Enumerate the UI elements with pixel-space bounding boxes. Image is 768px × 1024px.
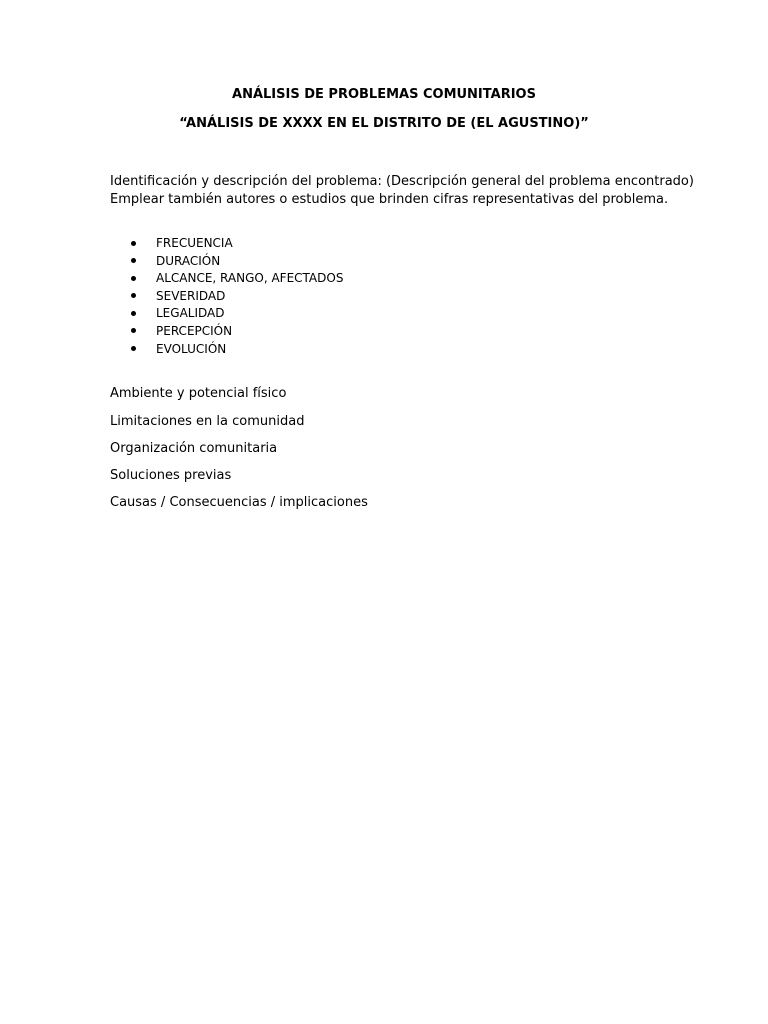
bullet-list (110, 235, 343, 358)
bullet-item (110, 323, 343, 341)
bullet-label: PERCEPCIÓN (156, 323, 233, 338)
bullet-label: SEVERIDAD (156, 288, 226, 303)
section-heading: Ambiente y potencial físico (110, 386, 287, 401)
section-heading: Organización comunitaria (110, 441, 278, 456)
bullet-item (110, 235, 343, 253)
document-title: ANÁLISIS DE PROBLEMAS COMUNITARIOS (232, 87, 536, 102)
intro-line: Emplear también autores o estudios que brinden cifras representativas del problema. (110, 191, 669, 207)
bullet-icon (131, 258, 136, 263)
bullet-icon (131, 311, 136, 316)
bullet-label: DURACIÓN (156, 253, 221, 268)
intro-line: Identificación y descripción del problema: (Descripción general del problema encontrado) (110, 174, 694, 189)
bullet-icon (131, 276, 136, 281)
bullet-item (110, 288, 343, 306)
bullet-icon (131, 241, 136, 246)
section-heading: Limitaciones en la comunidad (110, 413, 305, 429)
bullet-item (110, 305, 343, 323)
bullet-item (110, 341, 343, 359)
bullet-label: ALCANCE, RANGO, AFECTADOS (156, 271, 344, 286)
bullet-icon (131, 293, 136, 298)
bullet-icon (131, 346, 136, 351)
bullet-item (110, 253, 343, 271)
bullet-label: FRECUENCIA (156, 236, 233, 250)
bullet-icon (131, 328, 136, 333)
bullet-item (110, 270, 343, 288)
bullet-label: EVOLUCIÓN (156, 341, 227, 356)
document-subtitle: “ANÁLISIS DE XXXX EN EL DISTRITO DE (EL AGUSTINO)” (179, 116, 589, 131)
section-heading: Causas / Consecuencias / implicaciones (110, 495, 368, 510)
bullet-label: LEGALIDAD (156, 306, 225, 321)
problem-description (110, 173, 710, 208)
section-heading: Soluciones previas (110, 467, 232, 483)
